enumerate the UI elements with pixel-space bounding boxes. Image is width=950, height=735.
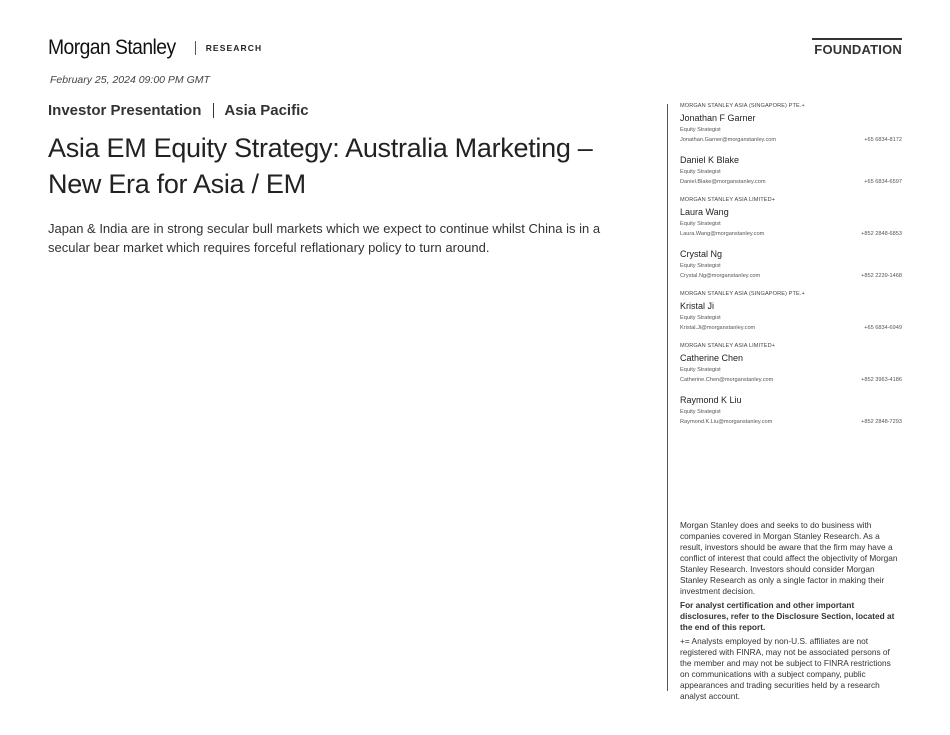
analyst-contact (680, 323, 902, 333)
analyst-phone: +852 2848-7293 (861, 419, 902, 425)
report-region: Asia Pacific (224, 102, 309, 119)
analyst-entry (680, 394, 902, 427)
analyst-phone: +65 6834-6949 (864, 325, 902, 331)
analyst-name: Laura Wang (680, 207, 729, 217)
analyst-name: Kristal Ji (680, 301, 715, 311)
analyst-email[interactable]: Crystal.Ng@morganstanley.com (680, 273, 761, 279)
report-date: February 25, 2024 09:00 PM GMT (50, 74, 210, 86)
morgan-stanley-logo (48, 34, 262, 62)
analyst-contact (680, 375, 902, 385)
analyst-contact (680, 177, 902, 187)
analyst-list (680, 102, 902, 436)
report-type-divider (213, 103, 214, 118)
analyst-name: Crystal Ng (680, 249, 723, 259)
analyst-email[interactable]: Daniel.Blake@morganstanley.com (680, 179, 766, 185)
analyst-role: Equity Strategist (680, 367, 721, 373)
analyst-contact (680, 271, 902, 281)
disclosure-finra: += Analysts employed by non-U.S. affiliates are not registered with FINRA, may not be associated persons of the member and may not be subject to FINRA restrictions on communications with a subject company, public appearances and trading securities held by a research analyst account. (680, 636, 891, 701)
analyst-name: Catherine Chen (680, 353, 744, 363)
logo-divider (195, 41, 196, 55)
analyst-email[interactable]: Raymond.K.Liu@morganstanley.com (680, 419, 773, 425)
analyst-role: Equity Strategist (680, 409, 721, 415)
analyst-entry (680, 206, 902, 239)
disclosure-certification: For analyst certification and other important disclosures, refer to the Disclosure Section, located at the end of this report. (680, 600, 895, 632)
analyst-entry (680, 248, 902, 281)
disclosure-block (680, 520, 902, 705)
analyst-entry (680, 300, 902, 333)
logo-wordmark: Morgan Stanley (48, 36, 176, 59)
analyst-entry (680, 154, 902, 187)
analyst-email[interactable]: Kristal.Ji@morganstanley.com (680, 325, 756, 331)
analyst-name: Daniel K Blake (680, 155, 740, 165)
analyst-contact (680, 229, 902, 239)
analyst-role: Equity Strategist (680, 221, 721, 227)
logo-research-label: RESEARCH (205, 43, 263, 53)
analyst-role: Equity Strategist (680, 169, 721, 175)
analyst-role: Equity Strategist (680, 127, 721, 133)
foundation-rule (812, 38, 902, 40)
analyst-email[interactable]: Catherine.Chen@morganstanley.com (680, 377, 774, 383)
analyst-name: Jonathan F Garner (680, 113, 756, 123)
analyst-entry (680, 352, 902, 385)
disclosure-conflict: Morgan Stanley does and seeks to do business with companies covered in Morgan Stanley Research. As a result, investors should be aware that the firm may have a conflict of interest that could affect the objectivity of Morgan Stanley Research. Investors should consider Morgan Stanley Research as only a single factor in making their investment decision. (680, 520, 898, 596)
analyst-firm: MORGAN STANLEY ASIA (SINGAPORE) PTE.+ (680, 291, 805, 297)
analyst-email[interactable]: Laura.Wang@morganstanley.com (680, 231, 765, 237)
report-title: Asia EM Equity Strategy: Australia Marketing – New Era for Asia / EM (48, 133, 593, 199)
analyst-phone: +852 2848-6853 (861, 231, 902, 237)
analyst-phone: +852 2239-1468 (861, 273, 902, 279)
report-type: Investor Presentation (48, 102, 202, 119)
analyst-entry (680, 112, 902, 145)
sidebar-divider (667, 104, 668, 691)
foundation-label: FOUNDATION (814, 42, 902, 57)
analyst-email[interactable]: Jonathan.Garner@morganstanley.com (680, 137, 777, 143)
analyst-contact (680, 135, 902, 145)
report-summary: Japan & India are in strong secular bull markets which we expect to continue whilst China is in a secular bear market which requires forceful reflationary policy to turn around. (48, 221, 601, 255)
analyst-firm: MORGAN STANLEY ASIA (SINGAPORE) PTE.+ (680, 103, 805, 109)
report-type-line (48, 102, 309, 119)
analyst-firm: MORGAN STANLEY ASIA LIMITED+ (680, 197, 776, 203)
analyst-role: Equity Strategist (680, 315, 721, 321)
analyst-firm: MORGAN STANLEY ASIA LIMITED+ (680, 343, 776, 349)
foundation-badge (812, 38, 902, 57)
analyst-role: Equity Strategist (680, 263, 721, 269)
analyst-name: Raymond K Liu (680, 395, 742, 405)
analyst-phone: +65 6834-8172 (864, 137, 902, 143)
analyst-phone: +852 3963-4186 (861, 377, 902, 383)
analyst-phone: +65 6834-6597 (864, 179, 902, 185)
analyst-contact (680, 417, 902, 427)
